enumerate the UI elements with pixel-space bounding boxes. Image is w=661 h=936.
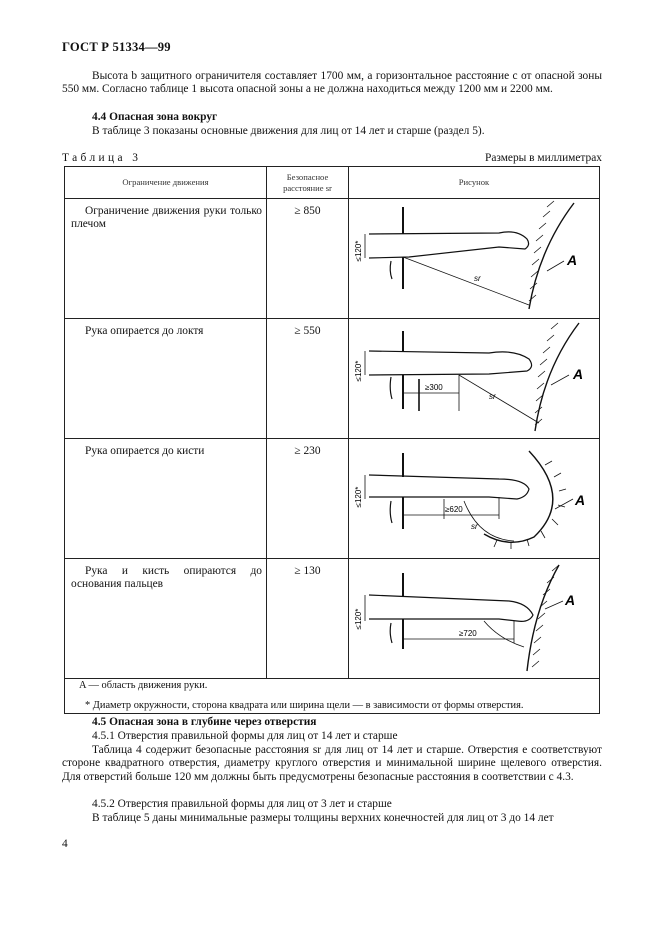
document-header: ГОСТ Р 51334—99 bbox=[62, 40, 171, 54]
sr-line bbox=[403, 257, 529, 305]
header-restriction: Ограничение движения bbox=[65, 167, 267, 199]
sr-arc bbox=[464, 501, 514, 541]
table-row bbox=[65, 319, 600, 439]
sr-label: sr bbox=[473, 274, 481, 283]
distance-cell bbox=[267, 199, 349, 319]
arm-outline bbox=[369, 232, 529, 258]
vertical-dim-label: ≤120* bbox=[353, 486, 363, 508]
figure-cell bbox=[348, 199, 599, 319]
table-row bbox=[65, 199, 600, 319]
zone-a-label: A bbox=[566, 252, 578, 268]
zone-a-label: A bbox=[574, 492, 586, 508]
section-4-5-heading: 4.5 Опасная зона в глубине через отверстия bbox=[92, 716, 317, 728]
figure-cell bbox=[348, 559, 599, 679]
table-3 bbox=[64, 166, 600, 714]
horizontal-dim-label: ≥620 bbox=[444, 505, 463, 514]
hazard-boundary bbox=[484, 451, 553, 542]
restriction-cell bbox=[65, 199, 267, 319]
section-4-4-text: В таблице 3 показаны основные движения для лиц от 14 лет и старше (раздел 5). bbox=[92, 125, 485, 137]
table-row bbox=[65, 439, 600, 559]
restriction-cell bbox=[65, 319, 267, 439]
horizontal-dim-label: ≥300 bbox=[424, 383, 443, 392]
sr-label: sr bbox=[488, 392, 496, 401]
table-row bbox=[65, 559, 600, 679]
distance-cell bbox=[267, 559, 349, 679]
figure-cell bbox=[348, 439, 599, 559]
restriction-text: Ограничение движения руки только плечом bbox=[71, 205, 263, 231]
section-4-5-2-title: 4.5.2 Отверстия правильной формы для лиц от 3 лет и старше bbox=[92, 798, 392, 810]
table-footnotes-row bbox=[65, 679, 600, 714]
footnote-zone-a: A — область движения руки. bbox=[79, 680, 208, 691]
section-4-4-heading: 4.4 Опасная зона вокруг bbox=[92, 111, 218, 123]
arm-outline bbox=[369, 475, 529, 499]
table-header-row bbox=[65, 167, 600, 199]
page-number: 4 bbox=[62, 838, 68, 850]
distance-value: ≥ 550 bbox=[294, 325, 321, 337]
hazard-boundary bbox=[527, 565, 559, 671]
sr-label: sr bbox=[470, 522, 478, 531]
distance-cell bbox=[267, 439, 349, 559]
footnote-asterisk: * Диаметр окружности, сторона квадрата или ширина щели — в зависимости от формы отверстия. bbox=[85, 700, 524, 711]
header-figure: Рисунок bbox=[348, 167, 599, 199]
section-4-5-1-text: Таблица 4 содержит безопасные расстояния sr для лиц от 14 лет и старше. Отверстия e соответствуют стороне квадратного отверстия, диаметру круглого отверстия и минимальной ширине щелевого отверстия. Для отверстий больше 120 мм должны быть предусмотрены безопасные расстояния в соответствии с 4.3. bbox=[62, 744, 602, 783]
arm-outline bbox=[369, 351, 532, 375]
figure-shoulder bbox=[349, 199, 599, 318]
intro-paragraph: Высота b защитного ограничителя составляет 1700 мм, а горизонтальное расстояние c от опасной зоны 550 мм. Согласно таблице 1 высота опасной зоны a не должна находиться между 1200 мм и 2200 мм. bbox=[62, 70, 602, 96]
vertical-dim-label: ≤120* bbox=[353, 240, 363, 262]
figure-elbow bbox=[349, 319, 599, 438]
zone-a-label: A bbox=[564, 592, 576, 608]
restriction-cell bbox=[65, 559, 267, 679]
arm-outline bbox=[369, 595, 533, 621]
distance-value: ≥ 230 bbox=[294, 445, 321, 457]
body-curve bbox=[390, 261, 392, 279]
section-4-5-1-title: 4.5.1 Отверстия правильной формы для лиц от 14 лет и старше bbox=[92, 730, 398, 742]
distance-value: ≥ 130 bbox=[294, 565, 321, 577]
vertical-dim-label: ≤120* bbox=[353, 608, 363, 630]
restriction-text: Рука опирается до локтя bbox=[85, 325, 204, 337]
restriction-text: Рука опирается до кисти bbox=[85, 445, 205, 457]
zone-a-label: A bbox=[572, 366, 584, 382]
figure-wrist bbox=[349, 439, 599, 558]
distance-value: ≥ 850 bbox=[294, 205, 321, 217]
header-distance: Безопасное расстояние sr bbox=[267, 167, 349, 199]
section-4-5-2-text: В таблице 5 даны минимальные размеры толщины верхних конечностей для лиц от 3 до 14 лет bbox=[92, 812, 554, 824]
restriction-text: Рука и кисть опираются до основания пальцев bbox=[71, 565, 263, 591]
table-footnotes bbox=[65, 679, 600, 714]
vertical-dim-label: ≤120* bbox=[353, 360, 363, 382]
table-caption: Таблица 3 bbox=[62, 152, 142, 164]
figure-cell bbox=[348, 319, 599, 439]
sr-line bbox=[459, 375, 539, 423]
restriction-cell bbox=[65, 439, 267, 559]
figure-fingers bbox=[349, 559, 599, 678]
horizontal-dim-label: ≥720 bbox=[458, 629, 477, 638]
distance-cell bbox=[267, 319, 349, 439]
table-units: Размеры в миллиметрах bbox=[484, 152, 602, 164]
